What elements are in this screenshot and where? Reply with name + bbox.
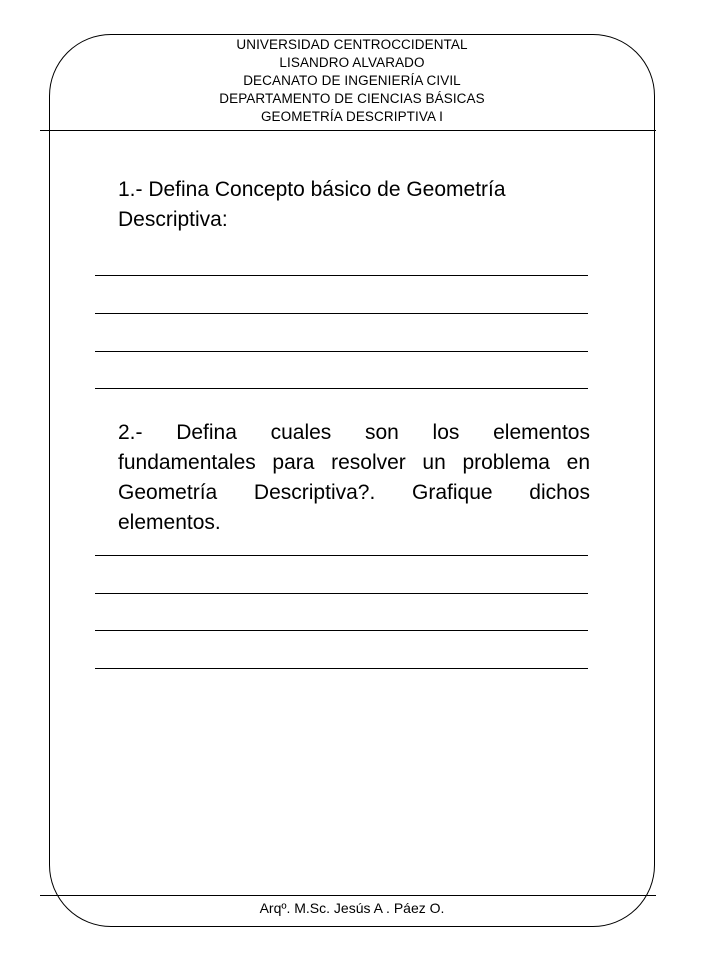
answer-line[interactable]: [95, 388, 588, 389]
institution-header: [49, 36, 655, 126]
question-1: 1.- Defina Concepto básico de Geometría Descriptiva:: [118, 178, 506, 231]
header-course: GEOMETRÍA DESCRIPTIVA I: [260, 109, 444, 124]
footer-author: Arqº. M.Sc. Jesús A . Páez O.: [259, 900, 445, 916]
answer-line[interactable]: [95, 351, 588, 352]
header-divider: [40, 130, 656, 131]
answer-line[interactable]: [95, 630, 588, 631]
answer-line[interactable]: [95, 555, 588, 556]
question-2: 2.- Defina cuales son los elementos fundamentales para resolver un problema en Geometría Descriptiva?. Grafique dichos elementos.: [118, 421, 590, 534]
header-university-name: LISANDRO ALVARADO: [279, 55, 425, 70]
header-university: UNIVERSIDAD CENTROCCIDENTAL: [236, 37, 468, 52]
footer-divider: [40, 895, 656, 896]
answer-line[interactable]: [95, 668, 588, 669]
answer-line[interactable]: [95, 275, 588, 276]
header-faculty: DECANATO DE INGENIERÍA CIVIL: [243, 73, 461, 88]
answer-line[interactable]: [95, 593, 588, 594]
header-department: DEPARTAMENTO DE CIENCIAS BÁSICAS: [219, 91, 485, 106]
answer-line[interactable]: [95, 313, 588, 314]
